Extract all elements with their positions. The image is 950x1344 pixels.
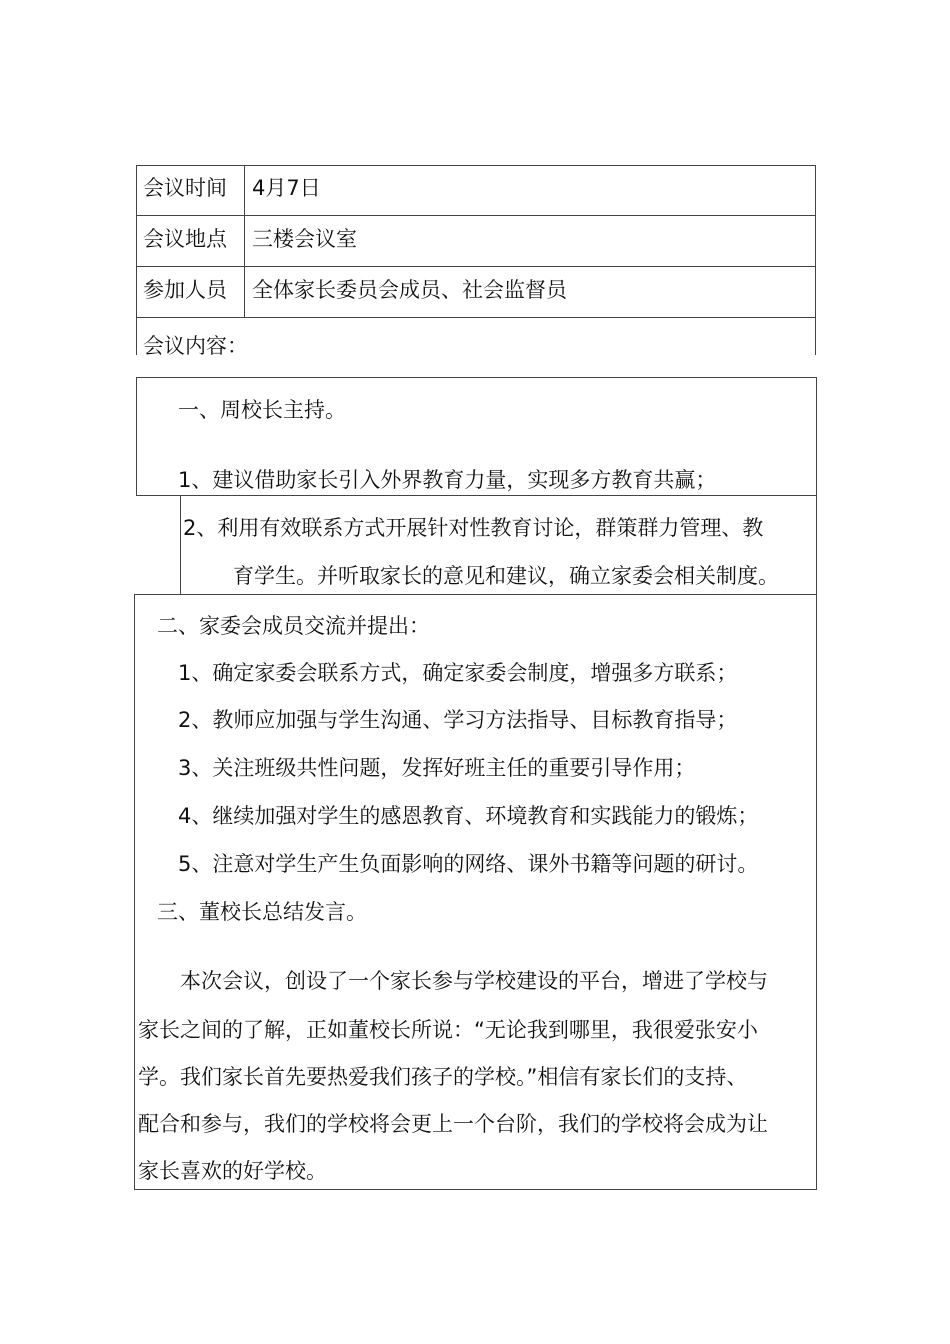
section1-item-1: 1、建议借助家长引入外界教育力量，实现多方教育共赢； <box>178 468 717 492</box>
summary-paragraph-line: 家长喜欢的好学校。 <box>138 1159 327 1183</box>
table-row-divider <box>136 215 816 216</box>
summary-paragraph-line: 配合和参与，我们的学校将会更上一个台阶，我们的学校将会成为让 <box>138 1112 768 1136</box>
attendees-value: 全体家长委员会成员、社会监督员 <box>252 278 567 302</box>
section1-item-2-line2: 育学生。并听取家长的意见和建议，确立家委会相关制度。 <box>233 564 779 588</box>
table-column-divider <box>244 165 245 317</box>
meeting-time-value: 4月7日 <box>252 176 321 200</box>
section2-item: 4、继续加强对学生的感恩教育、环境教育和实践能力的锻炼； <box>178 804 759 828</box>
meeting-content-label: 会议内容： <box>143 334 248 358</box>
table-row-divider <box>136 266 816 267</box>
section1-item2-right-border <box>816 496 817 594</box>
section3-heading: 三、董校长总结发言。 <box>157 900 367 924</box>
summary-paragraph-line: 家长之间的了解，正如董校长所说：“无论我到哪里，我很爱张安小 <box>138 1018 758 1042</box>
section1-item2-left-border <box>180 496 181 594</box>
section1-item-2-line1: 2、利用有效联系方式开展针对性教育讨论，群策群力管理、教 <box>183 516 764 540</box>
section2-item: 1、确定家委会联系方式，确定家委会制度，增强多方联系； <box>178 661 738 685</box>
table-row-divider <box>136 317 816 318</box>
section2-item: 2、教师应加强与学生沟通、学习方法指导、目标教育指导； <box>178 708 738 732</box>
meeting-time-label: 会议时间 <box>143 176 227 200</box>
summary-paragraph-line: 学。我们家长首先要热爱我们孩子的学校。”相信有家长们的支持、 <box>138 1065 748 1089</box>
attendees-label: 参加人员 <box>143 278 227 302</box>
section2-item: 5、注意对学生产生负面影响的网络、课外书籍等问题的研讨。 <box>178 852 759 876</box>
meeting-place-label: 会议地点 <box>143 227 227 251</box>
section2-item: 3、关注班级共性问题，发挥好班主任的重要引导作用； <box>178 756 696 780</box>
section2-heading: 二、家委会成员交流并提出： <box>157 614 430 638</box>
summary-paragraph-line: 本次会议，创设了一个家长参与学校建设的平台，增进了学校与 <box>180 969 768 993</box>
meeting-info-table <box>136 165 816 355</box>
section1-heading: 一、周校长主持。 <box>178 398 346 422</box>
meeting-place-value: 三楼会议室 <box>252 227 357 251</box>
